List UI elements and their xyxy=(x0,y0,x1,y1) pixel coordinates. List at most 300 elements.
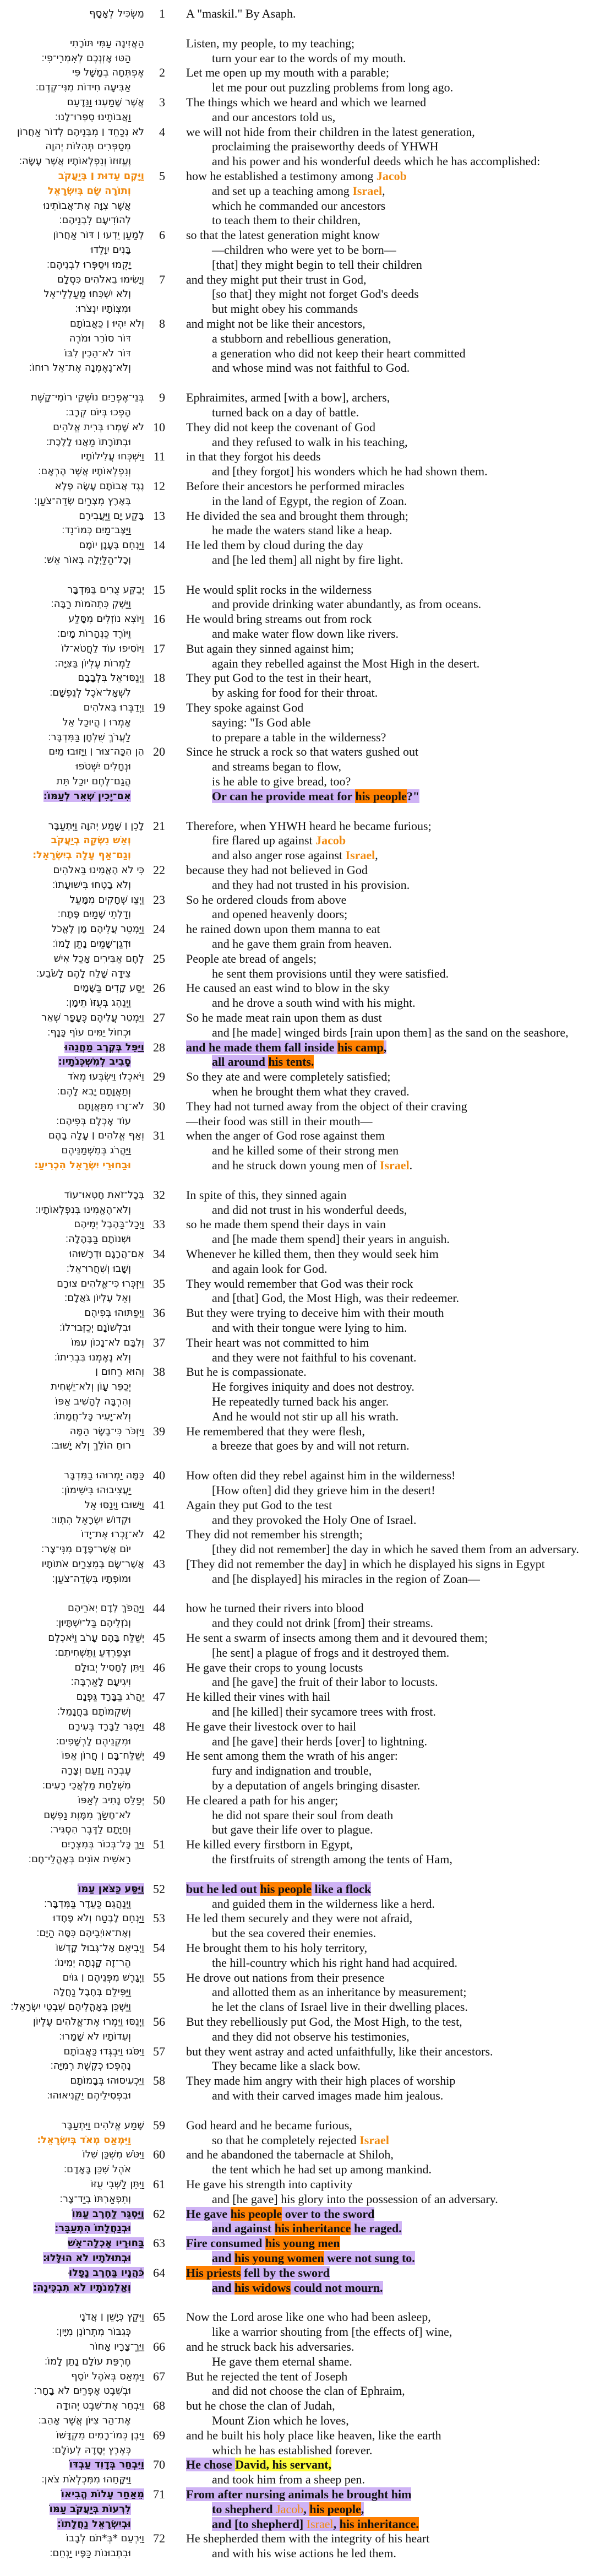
verse-number xyxy=(144,878,165,893)
hebrew-text: נֶהְפְּכוּ כְּקֶשֶׁת רְמִיָּה׃ xyxy=(50,2060,131,2072)
english-text: and [he made them spend] their years in anguish. xyxy=(212,1232,450,1246)
verse-number xyxy=(144,1808,165,1823)
verse-line xyxy=(0,2369,611,2384)
verse-line xyxy=(0,1675,611,1690)
english-text: proclaiming the praiseworthy deeds of YHWH xyxy=(212,139,439,154)
verse-number xyxy=(144,686,165,701)
verse-line xyxy=(0,2074,611,2089)
hebrew-text: כְּגִבּוֹר מִתְרוֹנֵן מִיָּיִן׃ xyxy=(56,2326,131,2338)
english-text: They put God to the test in their heart, xyxy=(186,671,372,685)
verse-number: 60 xyxy=(153,2147,165,2162)
english-text: Fire consumed his young men xyxy=(186,2236,340,2250)
verse-line xyxy=(0,139,611,154)
verse-line xyxy=(0,627,611,642)
english-text: and allotted them as an inheritance by measurement; xyxy=(212,1985,467,1999)
hebrew-text: מִשְׁלַחַת מַלְאֲכֵי רָעִים׃ xyxy=(42,1780,131,1792)
verse-line xyxy=(0,1217,611,1232)
english-text: but he led out his people like a flock xyxy=(186,1881,372,1896)
verse-number xyxy=(144,405,165,420)
hebrew-text: אֶת־הַר צִיּוֹן אֲשֶׁר אָהֵב׃ xyxy=(38,2414,131,2426)
verse-line xyxy=(0,1971,611,1986)
verse-line xyxy=(0,1468,611,1483)
hebrew-text: בְּנֵי־אֶפְרַיִם נוֹשְׁקֵי רוֹמֵי־קָשֶׁת xyxy=(31,392,144,404)
stanza xyxy=(0,2118,611,2296)
english-text: how he turned their rivers into blood xyxy=(186,1601,364,1615)
verse-number: 32 xyxy=(153,1187,165,1202)
verse-number: 52 xyxy=(153,1881,165,1896)
hebrew-text: וַיִּתֵּן לֶחָסִיל יְבוּלָם xyxy=(74,1661,144,1673)
english-text: to shepherd Jacob, his people, xyxy=(212,2502,364,2516)
english-text: and took him from a sheep pen. xyxy=(212,2472,365,2487)
hebrew-text: וַיְבִיאֵם אֶל־גְּבוּל קָדְשׁוֹ xyxy=(56,1942,144,1954)
verse-number: 3 xyxy=(159,95,165,109)
verse-number xyxy=(144,2472,165,2487)
verse-number: 1 xyxy=(159,7,165,20)
highlighted-name: Jacob xyxy=(376,169,407,183)
verse-number xyxy=(144,1409,165,1424)
highlighted-name: Israel xyxy=(379,1158,410,1172)
hebrew-text: לָכֵן ׀ שָׁמַע יְהוָה וַיִּתְעַבָּר xyxy=(48,820,144,832)
verse-number: 39 xyxy=(153,1424,165,1438)
verse-line xyxy=(0,2310,611,2325)
verse-number xyxy=(144,597,165,612)
verse-line xyxy=(0,2517,611,2532)
hebrew-text: וְכָל־הַלַּיְלָה בְּאוֹר אֵשׁ׃ xyxy=(43,554,131,566)
verse-number: 57 xyxy=(153,2044,165,2058)
hebrew-text: הַר־זֶה קָנְתָה יְמִינוֹ׃ xyxy=(54,1956,131,1968)
english-text: and [to shepherd] Israel, his inheritance. xyxy=(212,2517,419,2531)
hebrew-text: וַיַּהֲרֹג בְּמִשְׁמַנֵּיהֶם xyxy=(61,1145,131,1157)
verse-number xyxy=(144,287,165,302)
english-text: turn your ear to the words of my mouth. xyxy=(212,51,406,65)
verse-line xyxy=(0,2355,611,2369)
verse-number xyxy=(144,1734,165,1749)
english-text: [he sent] a plague of frogs and it destroyed them. xyxy=(212,1645,450,1660)
verse-line xyxy=(0,1513,611,1528)
verse-number: 4 xyxy=(159,124,165,139)
verse-line xyxy=(0,228,611,243)
hebrew-text: דּוֹר סוֹרֵר וּמֹרֶה xyxy=(69,332,131,344)
english-text: is he able to give bread, too? xyxy=(212,774,351,789)
hebrew-text: וְלֹא נֶאֶמְנוּ בִּבְרִיתוֹ׃ xyxy=(54,1351,131,1363)
verse-number: 10 xyxy=(153,420,165,434)
verse-line xyxy=(0,2428,611,2443)
verse-number: 2 xyxy=(159,66,165,80)
english-text: Their heart was not committed to him xyxy=(186,1335,369,1349)
english-text: So he made meat rain upon them as dust xyxy=(186,1011,382,1024)
verse-number: 66 xyxy=(153,2339,165,2353)
english-text: and make water flow down like rivers. xyxy=(212,627,399,641)
verse-number xyxy=(144,1852,165,1867)
english-text: but might obey his commands xyxy=(212,302,358,316)
hebrew-text: לֶחֶם אַבִּירִים אָכַל אִישׁ xyxy=(53,952,144,964)
hebrew-text: וַיָּשׁוּבוּ וַיְנַסּוּ אֵל xyxy=(84,1499,144,1511)
english-text: —their food was still in their mouth— xyxy=(186,1114,373,1128)
verse-line xyxy=(0,1882,611,1897)
english-text: But he is compassionate. xyxy=(186,1365,307,1379)
verse-line xyxy=(0,1661,611,1675)
verse-line xyxy=(0,125,611,140)
hebrew-text: וּכְחוֹל יַמִּים עוֹף כָּנָף׃ xyxy=(47,1026,131,1038)
english-text: and his power and his wonderful deeds which he has accomplished: xyxy=(212,154,541,169)
hebrew-text: יְשַׁלַּח־בָּם ׀ חֲרוֹן אַפּוֹ xyxy=(62,1750,144,1762)
english-text: let me pour out puzzling problems from long ago. xyxy=(212,80,454,95)
hebrew-text: וַיִּבְחַר אֶת־שֵׁבֶט יְהוּדָה xyxy=(56,2400,144,2412)
verse-line xyxy=(0,1365,611,1380)
english-text: the firstfruits of strength among the tents of Ham, xyxy=(212,1852,452,1867)
verse-line xyxy=(0,199,611,214)
english-text: and also anger rose against Israel, xyxy=(212,848,378,863)
english-text: They made him angry with their high places of worship xyxy=(186,2074,456,2088)
hebrew-text: הֲגַם־לֶחֶם יוּכַל תֵּת xyxy=(56,775,131,788)
verse-line xyxy=(0,258,611,273)
verse-line xyxy=(0,671,611,686)
verse-line xyxy=(0,2015,611,2030)
verse-number: 26 xyxy=(153,981,165,995)
verse-number xyxy=(144,1232,165,1247)
verse-number xyxy=(144,80,165,95)
hebrew-text: וְאֵל עֶלְיוֹן גֹּאֲלָם׃ xyxy=(64,1292,131,1304)
verse-line xyxy=(0,1705,611,1720)
verse-line xyxy=(0,878,611,893)
hebrew-text: וְחַיָּתָם לַדֶּבֶר הִסְגִּיר׃ xyxy=(50,1824,131,1836)
verse-number: 5 xyxy=(159,169,165,183)
verse-number xyxy=(144,774,165,789)
english-text: From after nursing animals he brought him xyxy=(186,2487,412,2501)
verse-number xyxy=(144,1646,165,1661)
verse-line xyxy=(0,833,611,848)
verse-line xyxy=(0,760,611,774)
verse-line xyxy=(0,2266,611,2281)
hebrew-text: הָפְכוּ בְּיוֹם קְרָב׃ xyxy=(66,406,131,418)
verse-number: 37 xyxy=(153,1335,165,1349)
verse-number xyxy=(144,36,165,51)
verse-line xyxy=(0,2059,611,2074)
verse-number xyxy=(144,996,165,1011)
verse-number xyxy=(144,332,165,346)
verse-number: 21 xyxy=(153,818,165,833)
verse-number: 47 xyxy=(153,1690,165,1704)
verse-line xyxy=(0,2472,611,2487)
hebrew-text: וְהִרְבָּה לְהָשִׁיב אַפּוֹ xyxy=(55,1395,131,1407)
english-text: but gave their life over to plague. xyxy=(212,1823,373,1837)
verse-number: 31 xyxy=(153,1129,165,1143)
hebrew-text: וַיְגָרֶשׁ מִפְּנֵיהֶם ׀ גּוֹיִם xyxy=(62,1971,144,1983)
verse-line xyxy=(0,302,611,317)
hebrew-text: וְהוּא רַחוּם ׀ xyxy=(95,1366,144,1378)
verse-line xyxy=(0,523,611,538)
hebrew-text: בָּקַע יָם וַיַּעֲבִירֵם xyxy=(79,509,144,522)
verse-number xyxy=(144,2000,165,2015)
verse-line xyxy=(0,110,611,125)
verse-number xyxy=(144,1675,165,1690)
verse-number xyxy=(144,464,165,479)
hebrew-text: וְלֹא יִשְׁכְּחוּ מַעַלְלֵי־אֵל xyxy=(43,288,131,300)
hebrew-text: נֶגֶד אֲבוֹתָם עָשָׂה פֶלֶא xyxy=(54,480,144,492)
verse-number xyxy=(144,2251,165,2266)
verse-number: 13 xyxy=(153,508,165,523)
hebrew-text: וְיָשִׂימוּ בֵאלֹהִים כִּסְלָם xyxy=(57,273,144,285)
verse-line xyxy=(0,1084,611,1099)
english-text: a stubborn and rebellious generation, xyxy=(212,331,391,345)
stanza xyxy=(0,1601,611,1867)
verse-number xyxy=(144,2030,165,2044)
verse-number xyxy=(144,1143,165,1158)
verse-line xyxy=(0,1616,611,1631)
verse-line xyxy=(0,1646,611,1661)
hebrew-text: אֲשֶׁר שָׁמַעְנוּ וַנֵּדָעֵם xyxy=(67,96,144,108)
verse-number: 36 xyxy=(153,1306,165,1320)
english-text: People ate bread of angels; xyxy=(186,951,317,966)
verse-line xyxy=(0,686,611,701)
verse-line xyxy=(0,346,611,361)
english-text: Before their ancestors he performed miracles xyxy=(186,479,405,493)
english-text: They had not turned away from the object of their craving xyxy=(186,1099,467,1113)
verse-number: 58 xyxy=(153,2074,165,2088)
english-text: Again they put God to the test xyxy=(186,1498,332,1512)
english-text: He gave their crops to young locusts xyxy=(186,1660,363,1674)
hebrew-text: בַּחוּרָיו אָכְלָה־אֵשׁ xyxy=(68,2237,144,2249)
english-text: He killed their vines with hail xyxy=(186,1690,331,1704)
english-text: and set up a teaching among Israel, xyxy=(212,183,385,198)
verse-line xyxy=(0,7,611,21)
verse-number: 34 xyxy=(153,1246,165,1261)
hebrew-text: לֹא־זָרוּ מִתַּאֲוָתָם xyxy=(78,1100,144,1112)
hebrew-text: וַיַּפִּילֵם בְּחֶבֶל נַחֲלָה xyxy=(53,1986,131,1998)
verse-line xyxy=(0,2251,611,2266)
verse-line xyxy=(0,2207,611,2222)
verse-line xyxy=(0,1158,611,1173)
hebrew-text: וְגַם־אַף עָלָה בְיִשְׂרָאֵל׃ xyxy=(32,849,131,861)
hebrew-text: לֹא שָׁמְרוּ בְּרִית אֱלֹהִים xyxy=(53,421,144,433)
english-text: The things which we heard and which we learned xyxy=(186,95,427,109)
verse-number: 59 xyxy=(153,2118,165,2132)
verse-number: 42 xyxy=(153,1527,165,1542)
verse-line xyxy=(0,1897,611,1912)
english-text: and his widows could not mourn. xyxy=(212,2280,383,2295)
verse-line xyxy=(0,1911,611,1926)
verse-number: 38 xyxy=(153,1365,165,1379)
verse-line xyxy=(0,774,611,789)
verse-number xyxy=(144,435,165,450)
english-text: But they were trying to deceive him with their mouth xyxy=(186,1306,444,1320)
english-text: and they refused to walk in his teaching, xyxy=(212,435,408,449)
verse-number: 56 xyxy=(153,2015,165,2029)
hebrew-text: אָמְרוּ ׀ הֲיוּכַל אֵל xyxy=(62,716,131,728)
english-text: He brought them to his holy territory, xyxy=(186,1941,368,1955)
english-text: and against his inheritance he raged. xyxy=(212,2221,402,2236)
stanza xyxy=(0,583,611,804)
english-text: [They did not remember the day] in which he displayed his signs in Egypt xyxy=(186,1557,545,1571)
verse-line xyxy=(0,597,611,612)
verse-line xyxy=(0,1483,611,1498)
english-text: he made the waters stand like a heap. xyxy=(212,523,392,538)
english-text: He remembered that they were flesh, xyxy=(186,1424,365,1438)
english-text: and [he displayed] his miracles in the region of Zoan— xyxy=(212,1571,480,1586)
verse-number xyxy=(144,715,165,730)
english-text: Since he struck a rock so that waters gushed out xyxy=(186,745,419,759)
hebrew-text: וַיִּקַץ כְּיָשֵׁן ׀ אֲדֹנָי xyxy=(79,2311,144,2323)
hebrew-text: וַיִּזְכְּרוּ כִּי־אֱלֹהִים צוּרָם xyxy=(57,1277,144,1289)
verse-line xyxy=(0,1247,611,1262)
hebrew-text: וַיַּמְטֵר עֲלֵיהֶם מָן לֶאֱכֹל xyxy=(51,923,144,935)
hebrew-text: בָּנִים יִוָּלֵדוּ xyxy=(90,243,131,256)
verse-number: 9 xyxy=(159,391,165,405)
verse-number xyxy=(144,302,165,317)
verse-line xyxy=(0,1099,611,1114)
verse-line xyxy=(0,922,611,937)
verse-line xyxy=(0,2443,611,2458)
verse-line xyxy=(0,1852,611,1867)
hebrew-text: וְאַף אֱלֹהִים ׀ עָלָה בָהֶם xyxy=(48,1130,144,1142)
verse-line xyxy=(0,1793,611,1808)
verse-number xyxy=(144,1823,165,1837)
hebrew-text: וַיִּקָּחֵהוּ מִמִּכְלְאֹת צֹאן׃ xyxy=(41,2474,131,2486)
stanza xyxy=(0,1468,611,1586)
english-text: and they were not faithful to his covenant. xyxy=(212,1350,417,1364)
hebrew-text: וַיַּפֵּל בְּקֶרֶב מַחֲנֵהוּ xyxy=(64,1041,144,1053)
verse-number xyxy=(144,361,165,376)
verse-number xyxy=(144,1055,165,1070)
verse-number xyxy=(144,657,165,671)
stanza xyxy=(0,2310,611,2561)
hebrew-text: וַיְנַהֵג בְּעֻזּוֹ תֵימָן׃ xyxy=(66,997,131,1009)
hebrew-text: עֶבְרָה וָזַעַם וְצָרָה xyxy=(61,1765,131,1777)
english-text: In spite of this, they sinned again xyxy=(186,1187,347,1202)
verse-line xyxy=(0,1011,611,1026)
verse-line xyxy=(0,2089,611,2103)
hebrew-text: בְּכָל־זֹאת חָטְאוּ־עוֹד xyxy=(64,1189,144,1201)
verse-number: 61 xyxy=(153,2177,165,2191)
verse-number: 18 xyxy=(153,671,165,685)
english-text: He forgives iniquity and does not destroy. xyxy=(212,1380,414,1394)
verse-number xyxy=(144,907,165,922)
hebrew-text: וַיָּקֶם עֵדוּת ׀ בְּיַעֲקֹב xyxy=(58,170,144,182)
verse-number: 51 xyxy=(153,1837,165,1852)
verse-number xyxy=(144,154,165,169)
english-text: turned back on a day of battle. xyxy=(212,405,359,419)
verse-number xyxy=(144,1956,165,1971)
verse-line xyxy=(0,509,611,524)
hebrew-text: וַיִּטֹּשׁ מִשְׁכַּן שִׁלוֹ xyxy=(82,2149,144,2161)
english-text: how he established a testimony among Jacob xyxy=(186,169,407,183)
verse-number: 46 xyxy=(153,1660,165,1674)
hebrew-text: צֵידָה שָׁלַח לָהֶם לָשֹׂבַע׃ xyxy=(36,967,131,979)
english-text: He would bring streams out from rock xyxy=(186,612,372,626)
verse-number: 71 xyxy=(153,2487,165,2501)
verse-line xyxy=(0,1956,611,1971)
highlighted-name: Israel xyxy=(352,183,383,198)
verse-number: 17 xyxy=(153,641,165,655)
verse-line xyxy=(0,184,611,199)
verse-line xyxy=(0,538,611,553)
english-text: He gave them eternal shame. xyxy=(212,2354,352,2368)
verse-number xyxy=(144,2325,165,2340)
english-text: and opened heavenly doors; xyxy=(212,907,348,921)
verse-line xyxy=(0,1985,611,2000)
hebrew-text: וּצְפַרְדֵּעַ וַתַּשְׁחִיתֵם׃ xyxy=(54,1646,131,1658)
english-text: he did not spare their soul from death xyxy=(212,1808,394,1822)
verse-line xyxy=(0,1129,611,1143)
verse-line xyxy=(0,464,611,479)
english-text: He sent among them the wrath of his anger: xyxy=(186,1749,398,1763)
verse-number: 53 xyxy=(153,1911,165,1926)
hebrew-text: אֲשֶׁר־שָׂם בְּמִצְרַיִם אֹתוֹתָיו xyxy=(41,1558,144,1570)
english-text: He drove out nations from their presence xyxy=(186,1970,385,1984)
verse-line xyxy=(0,435,611,450)
english-text: a generation who did not keep their heart committed xyxy=(212,346,466,360)
verse-line xyxy=(0,612,611,627)
hebrew-text: וַיִּשְׁכְּחוּ עֲלִילוֹתָיו xyxy=(80,451,144,463)
hebrew-text: אִם־יָכִין שְׁאֵר לְעַמּוֹ׃ xyxy=(43,790,131,802)
hebrew-text: וַיִּמְאַס בְּאֹהֶל יוֹסֵף xyxy=(71,2370,144,2382)
verse-number xyxy=(144,2221,165,2236)
hebrew-text: וַיְכַל־בַּהֶבֶל יְמֵיהֶם xyxy=(74,1218,144,1230)
english-text: again they rebelled against the Most High in the desert. xyxy=(212,656,480,670)
verse-line xyxy=(0,745,611,760)
hebrew-text: וּבְשֵׁבֶט אֶפְרַיִם לֹא בָחָר׃ xyxy=(34,2385,131,2397)
verse-number: 23 xyxy=(153,892,165,907)
verse-number xyxy=(144,2502,165,2517)
verse-number xyxy=(144,2089,165,2103)
verse-number xyxy=(144,2133,165,2148)
verse-line xyxy=(0,1232,611,1247)
english-text: and with his wise actions he led them. xyxy=(212,2546,396,2561)
verse-line xyxy=(0,1542,611,1557)
verse-number: 24 xyxy=(153,922,165,936)
verse-line xyxy=(0,2000,611,2015)
verse-line xyxy=(0,1823,611,1837)
english-text: and guided them in the wilderness like a herd. xyxy=(212,1896,435,1911)
hebrew-text: עוֹד אָכְלָם בְּפִיהֶם׃ xyxy=(56,1115,131,1127)
hebrew-text: וּמוֹפְתָיו בִּשְׂדֵה־צֹעַן׃ xyxy=(52,1572,131,1585)
verse-line xyxy=(0,51,611,66)
verse-number: 20 xyxy=(153,745,165,759)
verse-number: 70 xyxy=(153,2458,165,2472)
english-text: So they ate and were completely satisfied; xyxy=(186,1070,391,1084)
verse-number xyxy=(144,1778,165,1793)
english-text: he rained down upon them manna to eat xyxy=(186,922,380,936)
verse-line xyxy=(0,2384,611,2399)
english-text: like a warrior shouting from [the effects of] wine, xyxy=(212,2325,452,2339)
english-text: so that he completely rejected Israel xyxy=(212,2133,389,2147)
verse-number: 54 xyxy=(153,1941,165,1955)
english-text: God heard and he became furious, xyxy=(186,2118,352,2132)
verse-line xyxy=(0,36,611,51)
verse-line xyxy=(0,154,611,169)
stanza xyxy=(0,819,611,1173)
english-text: and streams began to flow, xyxy=(212,760,342,774)
hebrew-text: וּנְחָלִים יִשְׁטֹפוּ xyxy=(75,761,131,773)
hebrew-text: וַיַּךְ כָּל־בְּכוֹר בְּמִצְרָיִם xyxy=(61,1839,144,1851)
hebrew-text: וַיַּךְ־צָרָיו אָחוֹר xyxy=(89,2340,144,2352)
english-text: But he rejected the tent of Joseph xyxy=(186,2369,348,2383)
english-text: and he killed some of their strong men xyxy=(212,1143,399,1158)
english-text: the hill-country which his right hand had acquired. xyxy=(212,1955,457,1970)
highlighted-name: Jacob xyxy=(315,833,346,848)
verse-line xyxy=(0,1262,611,1277)
verse-number xyxy=(144,1026,165,1040)
verse-line xyxy=(0,1941,611,1956)
verse-number xyxy=(144,1114,165,1129)
verse-number: 68 xyxy=(153,2399,165,2413)
verse-number: 25 xyxy=(153,951,165,966)
english-text: [How often] did they grieve him in the desert! xyxy=(212,1483,435,1497)
hebrew-text: וַיְפַתּוּהוּ בְּפִיהֶם xyxy=(84,1307,144,1319)
verse-number xyxy=(144,2355,165,2369)
stanza xyxy=(0,391,611,568)
hebrew-text: וַיְצַו שְׁחָקִים מִמָּעַל xyxy=(69,893,144,905)
